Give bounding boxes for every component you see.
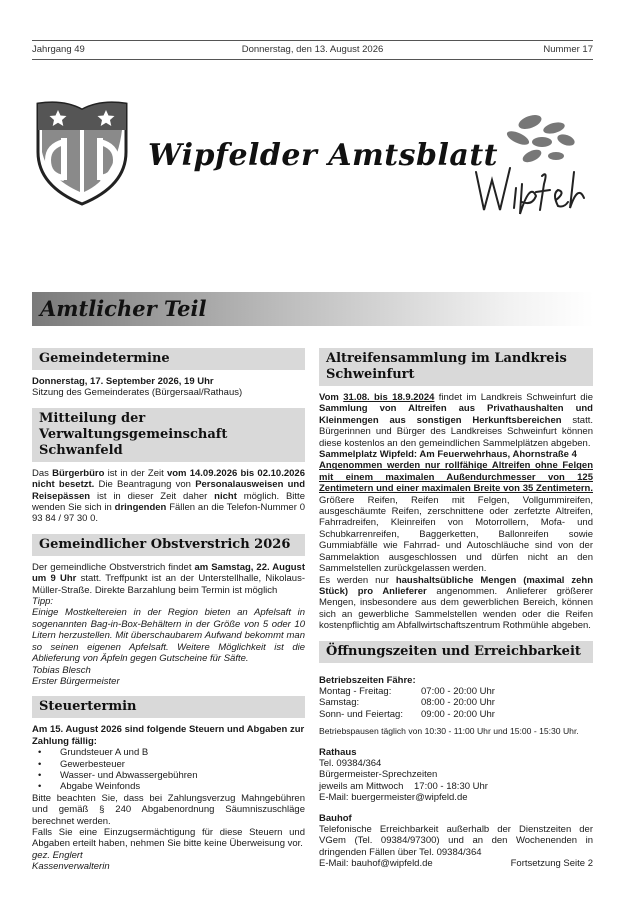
list-item: • Gewerbesteuer: [60, 759, 305, 770]
section-title-steuertermin: Steuertermin: [32, 696, 305, 718]
ferry-title: Betriebszeiten Fähre:: [319, 674, 416, 686]
section-title-altreifen: Altreifensammlung im Landkreis Schweinfurt: [319, 348, 593, 386]
tire-quantity: Es werden nur haushaltsübliche Mengen (maximal zehn Stück) pro Anlieferer angenommen. Anlieferer größerer Mengen, insbesondere aus dem gewerblichen Bereich, können sich an gewerbliche Sammelstellen wenden oder die Reifen kostenpflichtig am Abfallwirtschaftszentrum Rothmühle abgeben.: [319, 574, 593, 632]
bauhof-email[interactable]: E-Mail: bauhof@wipfeld.de: [319, 858, 433, 870]
ferry-row: Samstag: 08:00 - 20:00 Uhr: [319, 697, 495, 709]
section-title-vg-schwanfeld: Mitteilung der Verwaltungsgemeinschaft Schwanfeld: [32, 408, 305, 462]
signature-name: Tobias Blesch: [32, 664, 91, 676]
tire-rules: Angenommen werden nur rollfähige Altreifen ohne Felgen mit einem maximalen Außendurchmesser von 125 Zentimetern und einer maximalen Breite von 35 Zentimetern. Größere Reifen, Reifen mit Felgen, Vollgummireifen, ausgeschäumte Reifen, zerschnittene oder zerfetzte Altreifen, Fahrradreifen, Kleinreifen von Motorrollern, Mofa- und Schubkarrenreifen, Baggerketten, Ballonreifen sowie Gummiabfälle wie Fahrrad- und Autoschläuche sind von der Sammelaktion ausgeschlossen und dürfen nicht an den Sammelstellen zurückgelassen werden.: [319, 460, 593, 575]
bauhof-text: Telefonische Erreichbarkeit außerhalb der Dienstzeiten der VGem (Tel. 09384/97300) und an den Wochenenden in dringenden Fällen über Tel. 09384/364: [319, 824, 593, 858]
section-title-gemeindetermine: Gemeindetermine: [32, 348, 305, 370]
tax-note-1: Bitte beachten Sie, dass bei Zahlungsverzug Mahngebühren und gemäß § 240 Abgabenordnung Säumniszuschläge berechnet werden.: [32, 792, 305, 827]
coat-of-arms-icon: [34, 100, 130, 206]
ferry-breaks: Betriebspausen täglich von 10:30 - 11:00 Uhr und 15:00 - 15:30 Uhr.: [319, 726, 579, 737]
tire-collection-point: Sammelplatz Wipfeld: Am Feuerwehrhaus, Ahornstraße 4: [319, 449, 577, 461]
vg-notice: Das Bürgerbüro ist in der Zeit vom 14.09.2026 bis 02.10.2026 nicht besetzt. Die Beantragung von Personalausweisen und Reisepässen ist in dieser Zeit daher nicht möglich. Bitte wenden Sie sich in dringenden Fällen an die Telefon-Nummer 0 93 84 / 97 30 0.: [32, 467, 306, 525]
rathaus-line: Tel. 09384/364: [319, 757, 382, 769]
continued-note: Fortsetzung Seite 2: [510, 858, 593, 870]
ferry-row: Sonn- und Feiertag: 09:00 - 20:00 Uhr: [319, 708, 495, 720]
issue-date: Donnerstag, den 13. August 2026: [241, 44, 384, 55]
section-title-obstverstrich: Gemeindlicher Obstverstrich 2026: [32, 534, 305, 556]
tax-note-2: Falls Sie eine Einzugsermächtigung für diese Steuern und Abgaben erteilt haben, nehmen Sie bitte keine Überweisung vor.: [32, 826, 305, 850]
right-column: [319, 348, 593, 870]
bauhof-title: Bauhof: [319, 812, 352, 824]
tax-signature-name: gez. Englert: [32, 849, 83, 861]
tip-label: Tipp:: [32, 596, 54, 608]
meeting-date: Donnerstag, 17. September 2026, 19 Uhr: [32, 376, 214, 387]
ferry-row: Montag - Freitag: 07:00 - 20:00 Uhr: [319, 685, 495, 697]
list-item: • Abgabe Weinfonds: [60, 781, 305, 792]
banner-label: Amtlicher Teil: [40, 296, 207, 321]
obst-notice: Der gemeindliche Obstverstrich findet am Samstag, 22. August um 9 Uhr statt. Treffpunkt ist an der Unterstellhalle, Nikolaus-Müller-Straße. Direkte Barzahlung beim Termin ist möglich: [32, 561, 305, 596]
list-item: • Grundsteuer A und B: [60, 747, 305, 758]
tip-text: Einige Mostkeltereien in der Region bieten an Apfelsaft in sogenannten Bag-in-Box-Behältern in der Größe von 5 oder 10 Litern herzustellen. Mit überschaubarem Aufwand bekommt man so seinen eigenen Apfelsaft. Weitere Möglichkeit ist die Ablieferung von Äpfeln gegen Gutscheine für Säfte.: [32, 607, 305, 665]
left-column: [32, 348, 305, 873]
tax-signature-role: Kassenverwalterin: [32, 861, 110, 873]
tax-intro: Am 15. August 2026 sind folgende Steuern und Abgaben zur Zahlung fällig:: [32, 724, 305, 747]
signature-role: Erster Bürgermeister: [32, 675, 120, 687]
tax-list: [32, 747, 305, 793]
volume-label: Jahrgang 49: [32, 44, 85, 55]
tire-intro: Vom 31.08. bis 18.9.2024 findet im Landkreis Schweinfurt die Sammlung von Altreifen aus Privathaushalten und Kleinmengen aus sonstigen Herkunftsbereichen statt. Bürgerinnen und Bürger des Landkreises Schweinfurt können diese kostenlos an den gemeindlichen Sammelplätzen abgeben.: [319, 392, 593, 449]
rathaus-line: Bürgermeister-Sprechzeiten: [319, 769, 438, 781]
section-banner: [32, 292, 594, 326]
rathaus-email[interactable]: E-Mail: buergermeister@wipfeld.de: [319, 792, 468, 804]
newsletter-title: Wipfelder Amtsblatt: [148, 138, 499, 173]
rathaus-line: jeweils am Mittwoch 17:00 - 18:30 Uhr: [319, 780, 488, 792]
meeting-desc: Sitzung des Gemeinderates (Bürgersaal/Rathaus): [32, 387, 243, 399]
header-rule: [32, 59, 593, 60]
list-item: • Wasser- und Abwassergebühren: [60, 770, 305, 781]
section-title-oeffnungszeiten: Öffnungszeiten und Erreichbarkeit: [319, 641, 593, 663]
issue-number: Nummer 17: [543, 44, 593, 55]
wipfeld-logo-icon: [470, 110, 590, 220]
rathaus-title: Rathaus: [319, 746, 357, 758]
top-rule: [32, 40, 593, 41]
